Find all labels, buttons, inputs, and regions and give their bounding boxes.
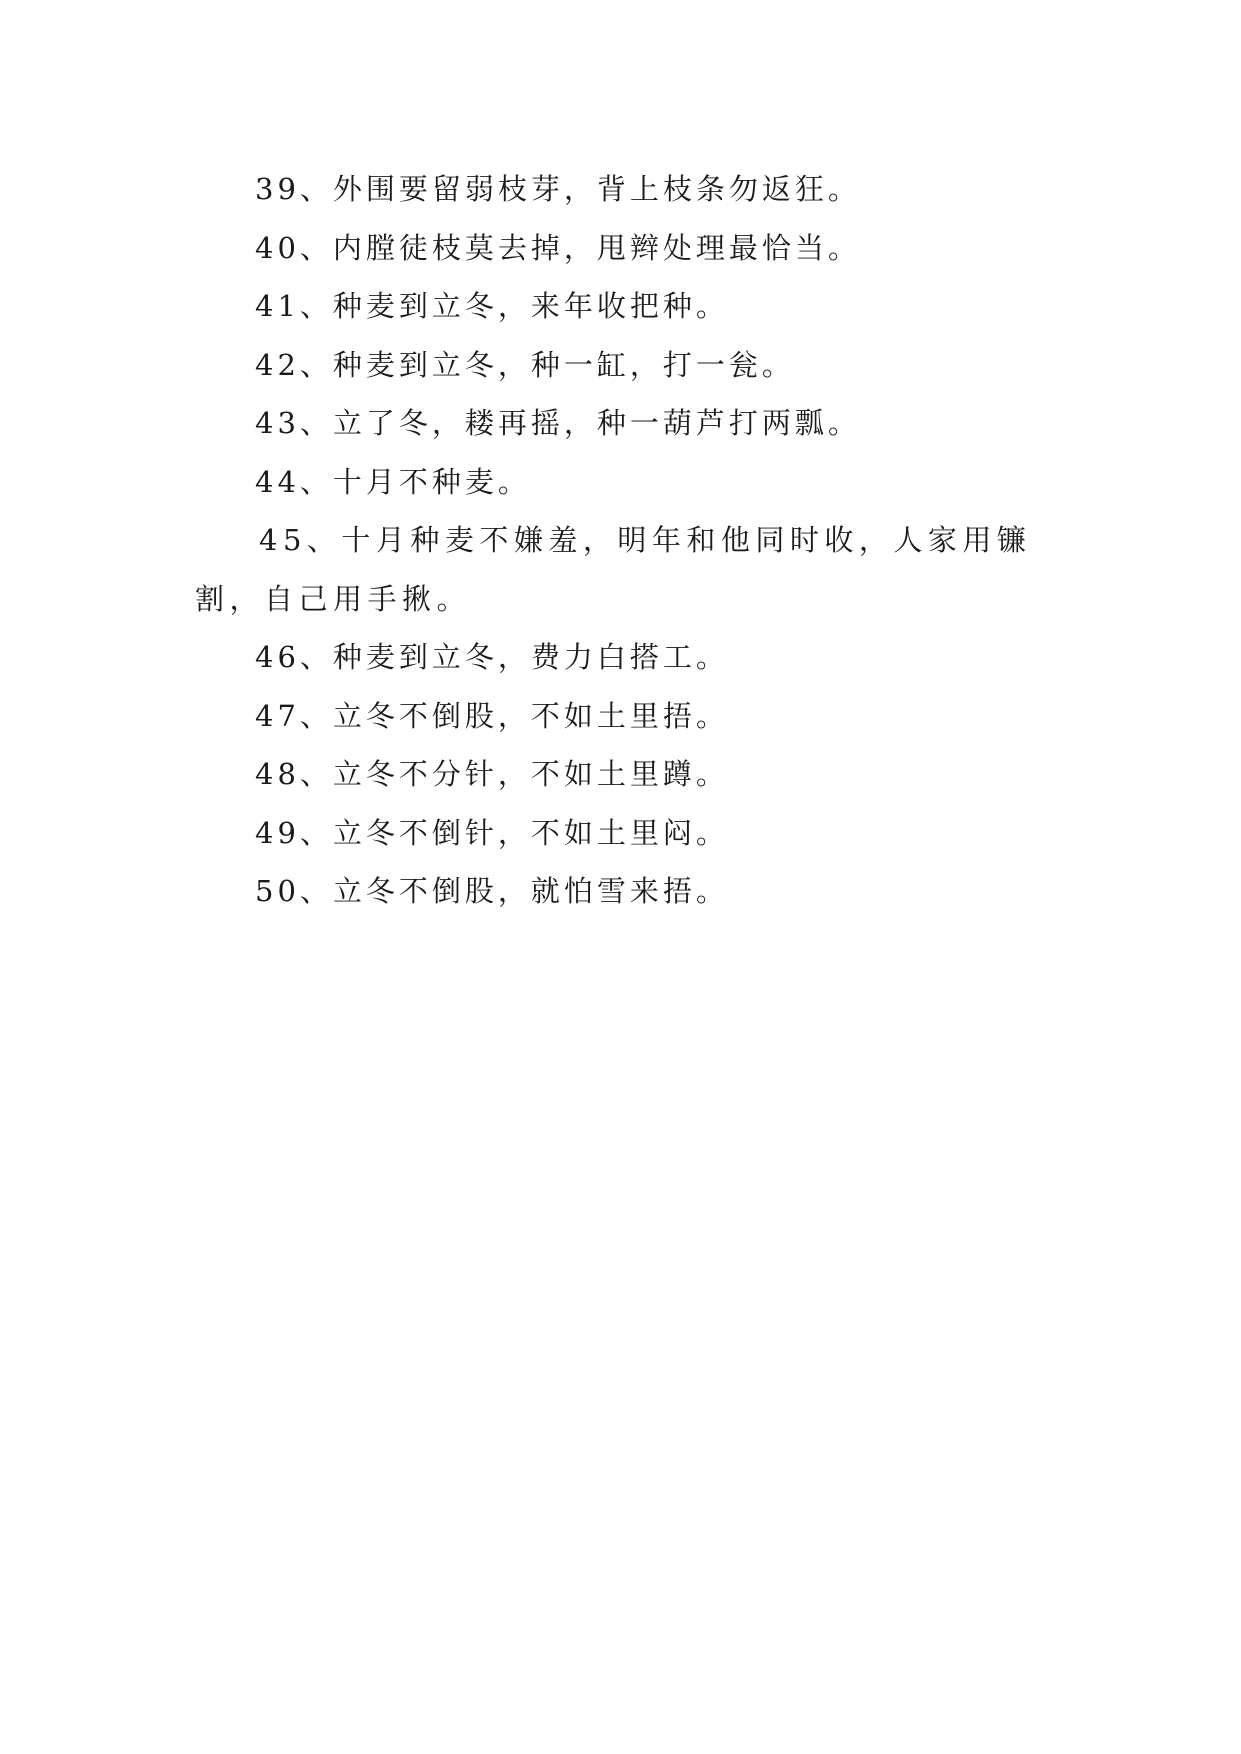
proverb-49: 49、立冬不倒针，不如土里闷。 <box>255 815 729 850</box>
proverb-47: 47、立冬不倒股，不如土里捂。 <box>255 698 729 733</box>
proverb-48: 48、立冬不分针，不如土里蹲。 <box>255 757 729 791</box>
proverb-50: 50、立冬不倒股，就怕雪来捂。 <box>255 874 729 908</box>
proverb-43: 43、立了冬，耧再摇，种一葫芦打两瓢。 <box>255 406 861 440</box>
proverb-45: 45、十月种麦不嫌羞，明年和他同时收，人家用镰割，自己用手揪。 <box>195 523 1032 616</box>
proverb-42: 42、种麦到立冬，种一缸，打一瓮。 <box>255 347 795 382</box>
proverb-44: 44、十月不种麦。 <box>255 464 531 499</box>
proverb-39: 39、外围要留弱枝芽，背上枝条勿返狂。 <box>255 172 861 206</box>
proverb-46: 46、种麦到立冬，费力白搭工。 <box>255 640 729 674</box>
proverb-40: 40、内膛徒枝莫去掉，甩辫处理最恰当。 <box>255 230 861 265</box>
proverb-41: 41、种麦到立冬，来年收把种。 <box>255 289 729 323</box>
proverb-list <box>195 160 1065 921</box>
